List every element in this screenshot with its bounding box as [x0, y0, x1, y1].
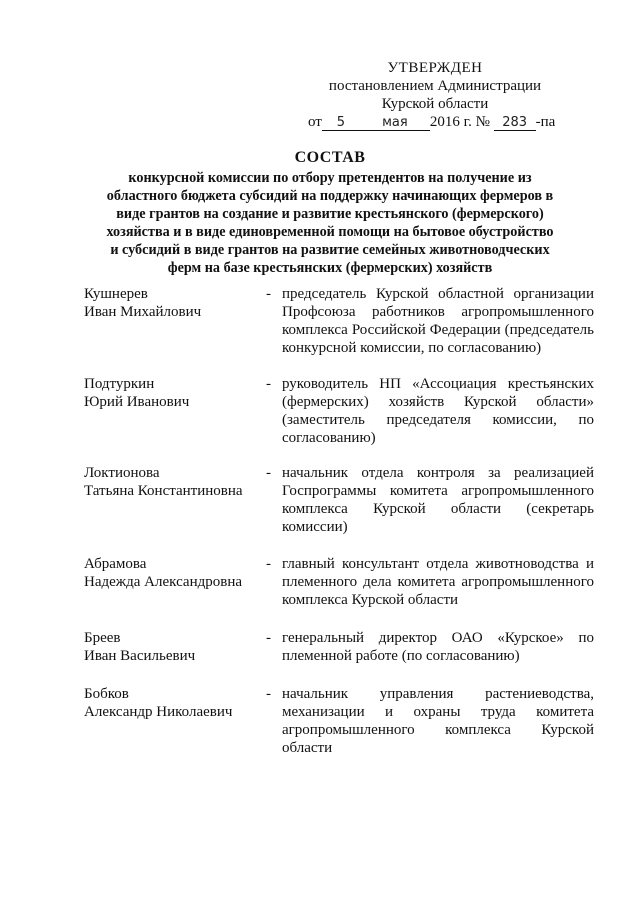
- member-dash: -: [266, 465, 271, 481]
- member-given-names: Татьяна Константиновна: [84, 483, 243, 499]
- member-dash: -: [266, 556, 271, 572]
- approval-month: мая: [360, 116, 430, 131]
- commission-members-list: [84, 285, 594, 757]
- member-name: [84, 375, 254, 411]
- member-surname: Кушнерев: [84, 286, 148, 302]
- member-given-names: Александр Николаевич: [84, 704, 233, 720]
- document-subtitle-line: и субсидий в виде грантов на развитие семейных животноводческих: [110, 242, 550, 258]
- approval-date-line: [308, 113, 555, 131]
- member-surname: Подтуркин: [84, 376, 155, 392]
- document-subtitle-line: хозяйства и в виде единовременной помощи на бытовое обустройство: [106, 224, 554, 240]
- member-role: руководитель НП «Ассоциация крестьянских (фермерских) хозяйств Курской области» (заместитель председателя комиссии, по согласованию): [282, 376, 594, 446]
- member-surname: Локтионова: [84, 465, 160, 481]
- approval-year-text: 2016 г. №: [429, 114, 490, 130]
- document-title: СОСТАВ: [294, 149, 366, 166]
- member-surname: Абрамова: [84, 556, 147, 572]
- document-subtitle-line: конкурсной комиссии по отбору претендентов на получение из: [128, 170, 532, 186]
- approval-stamp-title: УТВЕРЖДЕН: [387, 60, 483, 76]
- member-given-names: Юрий Иванович: [84, 394, 190, 410]
- member-name: [84, 285, 254, 321]
- member-given-names: Иван Михайлович: [84, 304, 202, 320]
- member-role: начальник управления растениеводства, механизации и охраны труда комитета агропромышленного комплекса Курской области: [282, 686, 594, 756]
- document-subtitle-line: областного бюджета субсидий на поддержку начинающих фермеров в: [106, 188, 554, 204]
- member-name: [84, 629, 254, 665]
- approval-number: 283: [494, 116, 536, 131]
- date-prefix: от: [308, 114, 322, 130]
- approval-authority: постановлением Администрации: [328, 78, 542, 94]
- document-subtitle-line: ферм на базе крестьянских (фермерских) хозяйств: [167, 260, 493, 276]
- document-subtitle-line: виде грантов на создание и развитие крестьянского (фермерского): [116, 206, 544, 222]
- member-dash: -: [266, 630, 271, 646]
- approval-day: 5: [322, 116, 360, 131]
- member-surname: Бобков: [84, 686, 129, 702]
- member-role: председатель Курской областной организации Профсоюза работников агропромышленного комплекса Российской Федерации (председатель конкурсной комиссии, по согласованию): [282, 286, 594, 356]
- member-surname: Бреев: [84, 630, 121, 646]
- member-given-names: Надежда Александровна: [84, 574, 242, 590]
- member-role: главный консультант отдела животноводства и племенного дела комитета агропромышленного комплекса Курской области: [282, 556, 594, 608]
- member-name: [84, 685, 254, 721]
- member-dash: -: [266, 376, 271, 392]
- member-given-names: Иван Васильевич: [84, 648, 196, 664]
- member-name: [84, 464, 254, 500]
- member-entry: [84, 285, 594, 357]
- approval-suffix: -па: [535, 114, 556, 130]
- member-entry: [84, 629, 594, 665]
- member-dash: -: [266, 686, 271, 702]
- approval-region: Курской области: [381, 96, 489, 112]
- member-role: генеральный директор ОАО «Курское» по племенной работе (по согласованию): [282, 630, 594, 664]
- member-role: начальник отдела контроля за реализацией Госпрограммы комитета агропромышленного комплекса Курской области (секретарь комиссии): [282, 465, 594, 535]
- member-dash: -: [266, 286, 271, 302]
- member-name: [84, 555, 254, 591]
- member-entry: [84, 685, 594, 757]
- approval-header: [270, 59, 600, 113]
- member-entry: [84, 555, 594, 609]
- member-entry: [84, 464, 594, 536]
- document-title-block: [70, 149, 590, 277]
- member-entry: [84, 375, 594, 447]
